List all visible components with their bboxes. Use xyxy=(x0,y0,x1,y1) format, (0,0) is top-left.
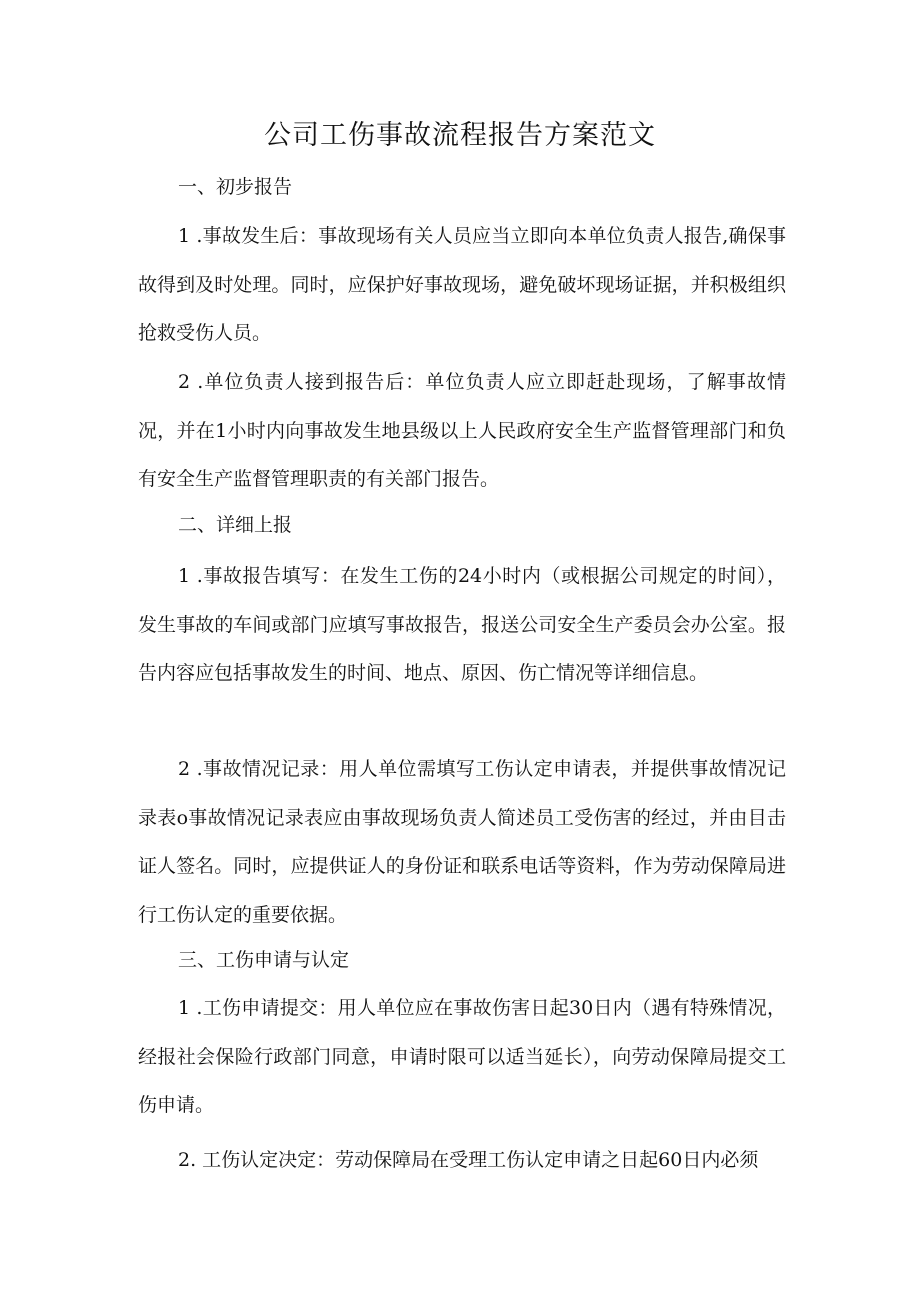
section-heading-2: 二、详细上报 xyxy=(178,514,293,536)
section-heading-1: 一、初步报告 xyxy=(178,176,293,198)
paragraph-1-1: 1 .事故发生后：事故现场有关人员应当立即向本单位负责人报告,确保事故得到及时处理。同时，应保护好事故现场，避免破坏现场证据，并积极组织抢救受伤人员。 xyxy=(138,225,786,344)
paragraph-2-2: 2 .事故情况记录：用人单位需填写工伤认定申请表，并提供事故情况记录表o事故情况记录表应由事故现场负责人简述员工受伤害的经过，并由目击证人签名。同时，应提供证人的身份证和联系电话等资料，作为劳动保障局进行工伤认定的重要依据。 xyxy=(138,758,786,926)
paragraph-3-1: 1 .工伤申请提交：用人单位应在事故伤害日起30日内（遇有特殊情况，经报社会保险行政部门同意，申请时限可以适当延长），向劳动保障局提交工伤申请。 xyxy=(138,997,786,1116)
paragraph-3-2: 2. 工伤认定决定：劳动保障局在受理工伤认定申请之日起60日内必须 xyxy=(178,1149,759,1171)
paragraph-1-2: 2 .单位负责人接到报告后：单位负责人应立即赶赴现场，了解事故情况，并在1小时内向事故发生地县级以上人民政府安全生产监督管理部门和负有安全生产监督管理职责的有关部门报告。 xyxy=(138,371,786,490)
document-title: 公司工伤事故流程报告方案范文 xyxy=(264,120,656,151)
section-heading-3: 三、工伤申请与认定 xyxy=(178,949,350,971)
paragraph-2-1: 1 .事故报告填写：在发生工伤的24小时内（或根据公司规定的时间），发生事故的车间或部门应填写事故报告，报送公司安全生产委员会办公室。报告内容应包括事故发生的时间、地点、原因、伤亡情况等详细信息。 xyxy=(138,565,786,684)
